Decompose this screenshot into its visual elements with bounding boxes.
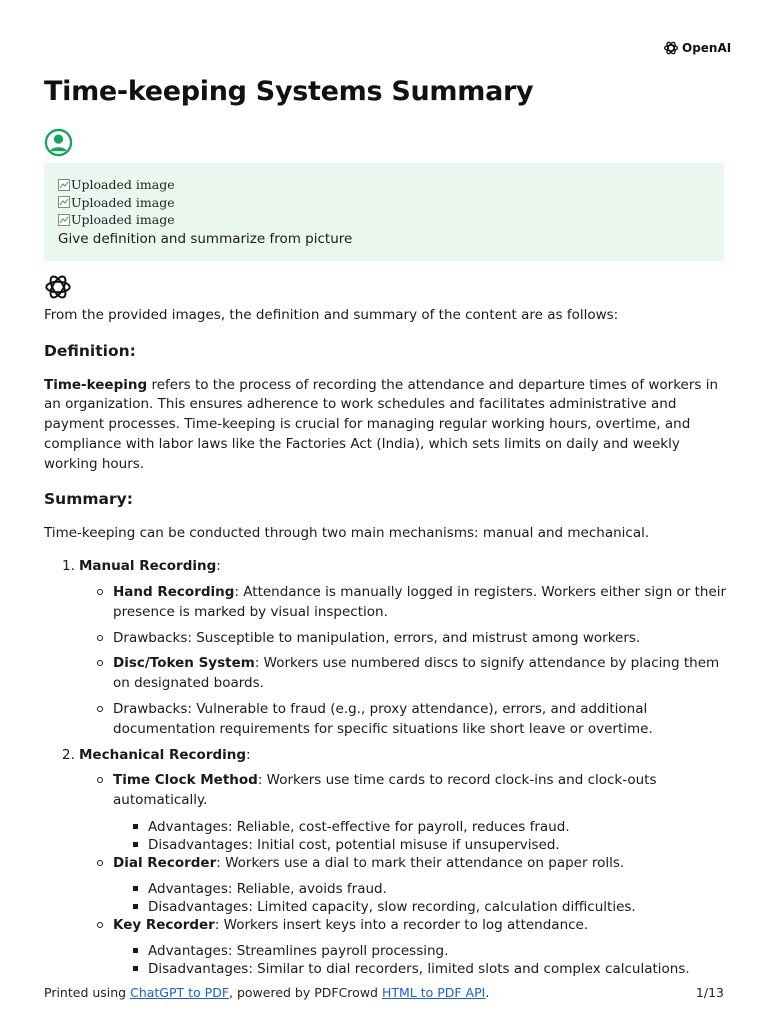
- item-text: : Workers use time cards to record clock-ins and clock-outs automatically.: [113, 772, 657, 809]
- list-item: [44, 654, 730, 694]
- definition-text: refers to the process of recording the attendance and departure times of workers in an organization. This ensures adherence to work schedules and facilitates administrative and payment processes. Time-keeping is crucial for managing regular working hours, overtime, and compliance with labor laws like the Factories Act (India), which sets limits on daily and weekly working hours.: [44, 376, 719, 472]
- uploaded-image[interactable]: [58, 176, 710, 194]
- definition-term: Time-keeping: [44, 376, 148, 393]
- list-item: [44, 880, 730, 898]
- manual-recording-title: Manual Recording: [79, 558, 217, 575]
- advantages-text: Advantages: Reliable, cost-effective for payroll, reduces fraud.: [148, 818, 570, 835]
- list-item: [44, 583, 730, 623]
- disadvantages-text: Disadvantages: Initial cost, potential misuse if unsupervised.: [148, 836, 560, 853]
- openai-brand: [663, 40, 731, 56]
- page-footer: [44, 985, 724, 1000]
- footer-suffix: .: [485, 985, 490, 1000]
- uploaded-image[interactable]: [58, 194, 710, 212]
- bullet: [133, 842, 138, 847]
- item-number: 2.: [62, 746, 75, 763]
- item-text: Drawbacks: Vulnerable to fraud (e.g., proxy attendance), errors, and additional documentation requirements for specific situations like short leave or overtime.: [113, 700, 653, 737]
- list-item: [44, 898, 730, 916]
- html-to-pdf-api-link[interactable]: HTML to PDF API: [381, 985, 486, 1000]
- footer-credit: [44, 985, 489, 1000]
- brand-name: OpenAI: [682, 41, 732, 55]
- item-text: : Workers insert keys into a recorder to log attendance.: [214, 916, 589, 933]
- item-term: Key Recorder: [113, 916, 215, 933]
- list-item: [44, 854, 730, 874]
- summary-heading: Summary:: [44, 489, 133, 508]
- bullet: [97, 589, 103, 595]
- item-term: Dial Recorder: [113, 854, 217, 871]
- bullet: [133, 824, 138, 829]
- item-term: Disc/Token System: [113, 655, 255, 672]
- item-text: : Workers use a dial to mark their attendance on paper rolls.: [216, 854, 625, 871]
- broken-image-icon: [58, 214, 70, 226]
- item-term: Time Clock Method: [113, 772, 258, 789]
- item-number: 1.: [62, 558, 75, 575]
- broken-image-icon: [58, 196, 70, 208]
- summary-intro: Time-keeping can be conducted through two main mechanisms: manual and mechanical.: [44, 525, 650, 542]
- item-term: Hand Recording: [113, 583, 235, 600]
- list-item: [44, 916, 730, 936]
- bullet: [133, 948, 138, 953]
- user-prompt: Give definition and summarize from picture: [58, 230, 353, 247]
- uploaded-image-alt: Uploaded image: [71, 177, 175, 193]
- bullet: [133, 966, 138, 971]
- bullet: [97, 860, 103, 866]
- advantages-text: Advantages: Reliable, avoids fraud.: [148, 880, 387, 897]
- list-item: [44, 629, 730, 649]
- bullet: [97, 660, 103, 666]
- chatgpt-avatar-icon: [44, 273, 72, 301]
- uploaded-image-alt: Uploaded image: [71, 212, 175, 228]
- footer-middle: , powered by PDFCrowd: [229, 985, 382, 1000]
- definition-heading: Definition:: [44, 341, 136, 360]
- openai-logo-icon: [663, 40, 679, 56]
- list-item: [44, 746, 730, 766]
- uploaded-image-alt: Uploaded image: [71, 194, 175, 210]
- page-number: 1/13: [695, 985, 724, 1000]
- advantages-text: Advantages: Streamlines payroll processing.: [148, 942, 449, 959]
- bullet: [133, 886, 138, 891]
- list-item: [44, 771, 730, 811]
- disadvantages-text: Disadvantages: Limited capacity, slow recording, calculation difficulties.: [148, 898, 636, 915]
- mechanical-recording-title: Mechanical Recording: [79, 746, 247, 763]
- list-item: [44, 942, 730, 960]
- list-item: [44, 818, 730, 836]
- user-avatar-icon: [44, 128, 73, 157]
- title-colon: :: [246, 746, 251, 763]
- bullet: [97, 635, 103, 641]
- assistant-response: [44, 306, 730, 978]
- footer-prefix: Printed using: [44, 985, 131, 1000]
- bullet: [97, 777, 103, 783]
- mechanism-list: [44, 557, 730, 977]
- item-text: : Attendance is manually logged in registers. Workers either sign or their presence is marked by visual inspection.: [113, 583, 727, 620]
- response-intro: From the provided images, the definition and summary of the content are as follows:: [44, 307, 619, 323]
- definition-paragraph: [44, 376, 730, 475]
- list-item: [44, 836, 730, 854]
- item-text: : Workers use numbered discs to signify attendance by placing them on designated boards.: [113, 655, 720, 692]
- bullet: [133, 904, 138, 909]
- list-item: [44, 700, 730, 740]
- list-item: [44, 960, 730, 978]
- user-message: [44, 163, 724, 261]
- item-text: Drawbacks: Susceptible to manipulation, errors, and mistrust among workers.: [113, 629, 641, 646]
- bullet: [97, 922, 103, 928]
- chatgpt-to-pdf-link[interactable]: ChatGPT to PDF: [130, 985, 230, 1000]
- uploaded-image[interactable]: [58, 211, 710, 229]
- broken-image-icon: [58, 179, 70, 191]
- bullet: [97, 706, 103, 712]
- title-colon: :: [216, 558, 221, 575]
- list-item: [44, 557, 730, 577]
- page-title: Time-keeping Systems Summary: [44, 76, 534, 107]
- disadvantages-text: Disadvantages: Similar to dial recorders, limited slots and complex calculations.: [148, 960, 690, 977]
